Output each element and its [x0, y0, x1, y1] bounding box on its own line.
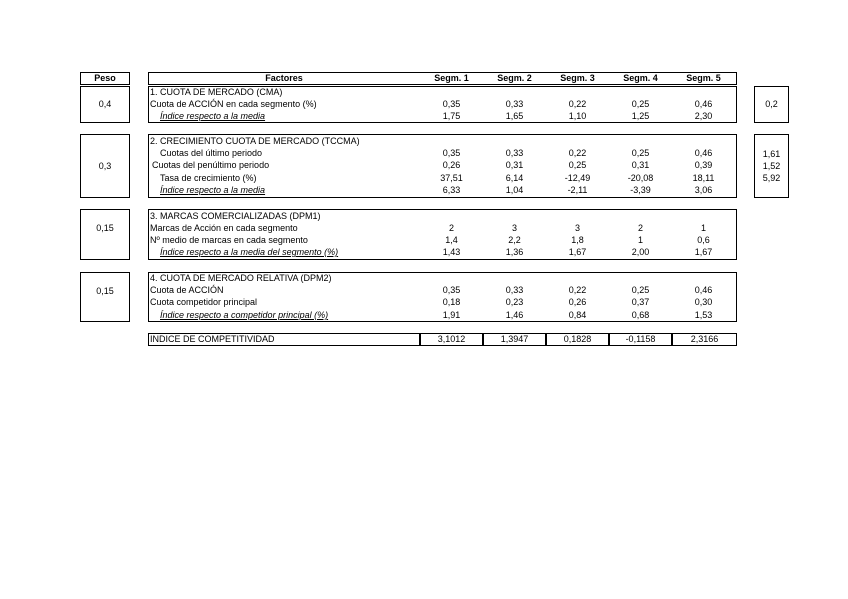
cell-value: 2,2: [508, 235, 521, 245]
segment-header: Segm. 1: [434, 73, 469, 83]
cell-value: 0,84: [568, 310, 587, 320]
row-label-index: Índice respecto a la media del segmento (%): [160, 247, 339, 257]
cell-value: 0,39: [694, 160, 713, 170]
row-label: Cuotas del último periodo: [160, 148, 263, 158]
cell-value: 0,6: [697, 235, 710, 245]
cell-value: 2,30: [694, 111, 713, 121]
cell-value: 1,43: [442, 247, 461, 257]
segment-header: Segm. 3: [560, 73, 595, 83]
cell-value: -12,49: [564, 173, 591, 183]
weight-value-dpm2: 0,15: [96, 286, 114, 296]
cell-value: 6,33: [442, 185, 461, 195]
cell-value: 1: [637, 235, 643, 245]
cell-value: 1,04: [505, 185, 524, 195]
weight-value-cma: 0,4: [98, 99, 112, 109]
section-title-tccma: 2. CRECIMIENTO CUOTA DE MERCADO (TCCMA): [150, 136, 360, 146]
cell-value: 18,11: [692, 173, 715, 183]
cell-value: 1,67: [694, 247, 713, 257]
cell-value: 0,25: [631, 148, 650, 158]
cell-value: 1,91: [442, 310, 461, 320]
cell-value: 1,53: [694, 310, 713, 320]
row-label: Cuota de ACCIÓN en cada segmento (%): [150, 99, 317, 109]
cell-value: 0,33: [505, 285, 524, 295]
cell-value: 3: [574, 223, 580, 233]
cell-value: 1: [700, 223, 706, 233]
cell-value: 3,06: [694, 185, 713, 195]
row-label: Tasa de crecimiento (%): [160, 173, 257, 183]
section-title-dpm2: 4. CUOTA DE MERCADO RELATIVA (DPM2): [150, 273, 332, 283]
cell-value: 1,25: [631, 111, 650, 121]
cell-value: 0,35: [442, 148, 461, 158]
segment-header: Segm. 4: [623, 73, 658, 83]
peso-header: Peso: [94, 73, 116, 83]
cell-value: 1,4: [445, 235, 458, 245]
cell-value: 0,35: [442, 99, 461, 109]
cell-value: 0,22: [568, 285, 587, 295]
total-value: -0,1158: [625, 334, 656, 344]
total-value: 2,3166: [690, 334, 719, 344]
cell-value: 0,25: [631, 99, 650, 109]
cell-value: 0,26: [442, 160, 461, 170]
side-value: 0,2: [765, 99, 778, 109]
row-label: Cuotas del penúltimo periodo: [152, 160, 270, 170]
cell-value: 1,10: [568, 111, 587, 121]
total-label: INDICE DE COMPETITIVIDAD: [150, 334, 275, 344]
row-label: Marcas de Acción en cada segmento: [150, 223, 298, 233]
weight-cell-dpm1: [80, 209, 130, 260]
cell-value: 0,31: [505, 160, 524, 170]
cell-value: 0,18: [442, 297, 461, 307]
side-value: 1,52: [762, 161, 781, 171]
cell-value: 2,00: [631, 247, 650, 257]
cell-value: 0,33: [505, 148, 524, 158]
cell-value: 6,14: [505, 173, 524, 183]
weight-value-tccma: 0,3: [98, 161, 112, 171]
cell-value: 0,31: [631, 160, 650, 170]
cell-value: 0,30: [694, 297, 713, 307]
row-label: Cuota competidor principal: [150, 297, 258, 307]
cell-value: 0,46: [694, 285, 713, 295]
total-value: 0,1828: [563, 334, 592, 344]
cell-value: 1,8: [571, 235, 584, 245]
cell-value: 1,75: [442, 111, 461, 121]
section-title-cma: 1. CUOTA DE MERCADO (CMA): [150, 87, 283, 97]
cell-value: 0,25: [568, 160, 587, 170]
cell-value: 2: [448, 223, 454, 233]
cell-value: 0,23: [505, 297, 524, 307]
cell-value: -20,08: [627, 173, 654, 183]
cell-value: 1,46: [505, 310, 524, 320]
segment-header: Segm. 5: [686, 73, 721, 83]
cell-value: 1,65: [505, 111, 524, 121]
row-label: Nº medio de marcas en cada segmento: [150, 235, 308, 245]
weight-value-dpm1: 0,15: [96, 223, 114, 233]
segment-header: Segm. 2: [497, 73, 532, 83]
cell-value: 0,37: [631, 297, 650, 307]
cell-value: 37,51: [440, 173, 463, 183]
total-value: 1,3947: [500, 334, 529, 344]
cell-value: -3,39: [630, 185, 651, 195]
row-label-index: Índice respecto a la media: [160, 111, 266, 121]
cell-value: 1,67: [568, 247, 587, 257]
cell-value: 0,46: [694, 99, 713, 109]
factores-header: Factores: [265, 73, 303, 83]
cell-value: 3: [511, 223, 517, 233]
cell-value: 0,46: [694, 148, 713, 158]
side-value: 1,61: [762, 149, 781, 159]
section-title-dpm1: 3. MARCAS COMERCIALIZADAS (DPM1): [150, 211, 321, 221]
cell-value: 0,22: [568, 99, 587, 109]
cell-value: 0,22: [568, 148, 587, 158]
row-label: Cuota de ACCIÓN: [150, 285, 224, 295]
cell-value: 0,33: [505, 99, 524, 109]
side-value: 5,92: [762, 173, 781, 183]
cell-value: 0,68: [631, 310, 650, 320]
cell-value: 1,36: [505, 247, 524, 257]
weight-cell-dpm2: [80, 272, 130, 322]
cell-value: 0,25: [631, 285, 650, 295]
row-label-index: Índice respecto a la media: [160, 185, 266, 195]
cell-value: 0,26: [568, 297, 587, 307]
cell-value: -2,11: [567, 185, 588, 195]
total-value: 3,1012: [437, 334, 466, 344]
cell-value: 0,35: [442, 285, 461, 295]
cell-value: 2: [637, 223, 643, 233]
row-label-index: Índice respecto a competidor principal (%): [160, 310, 329, 320]
